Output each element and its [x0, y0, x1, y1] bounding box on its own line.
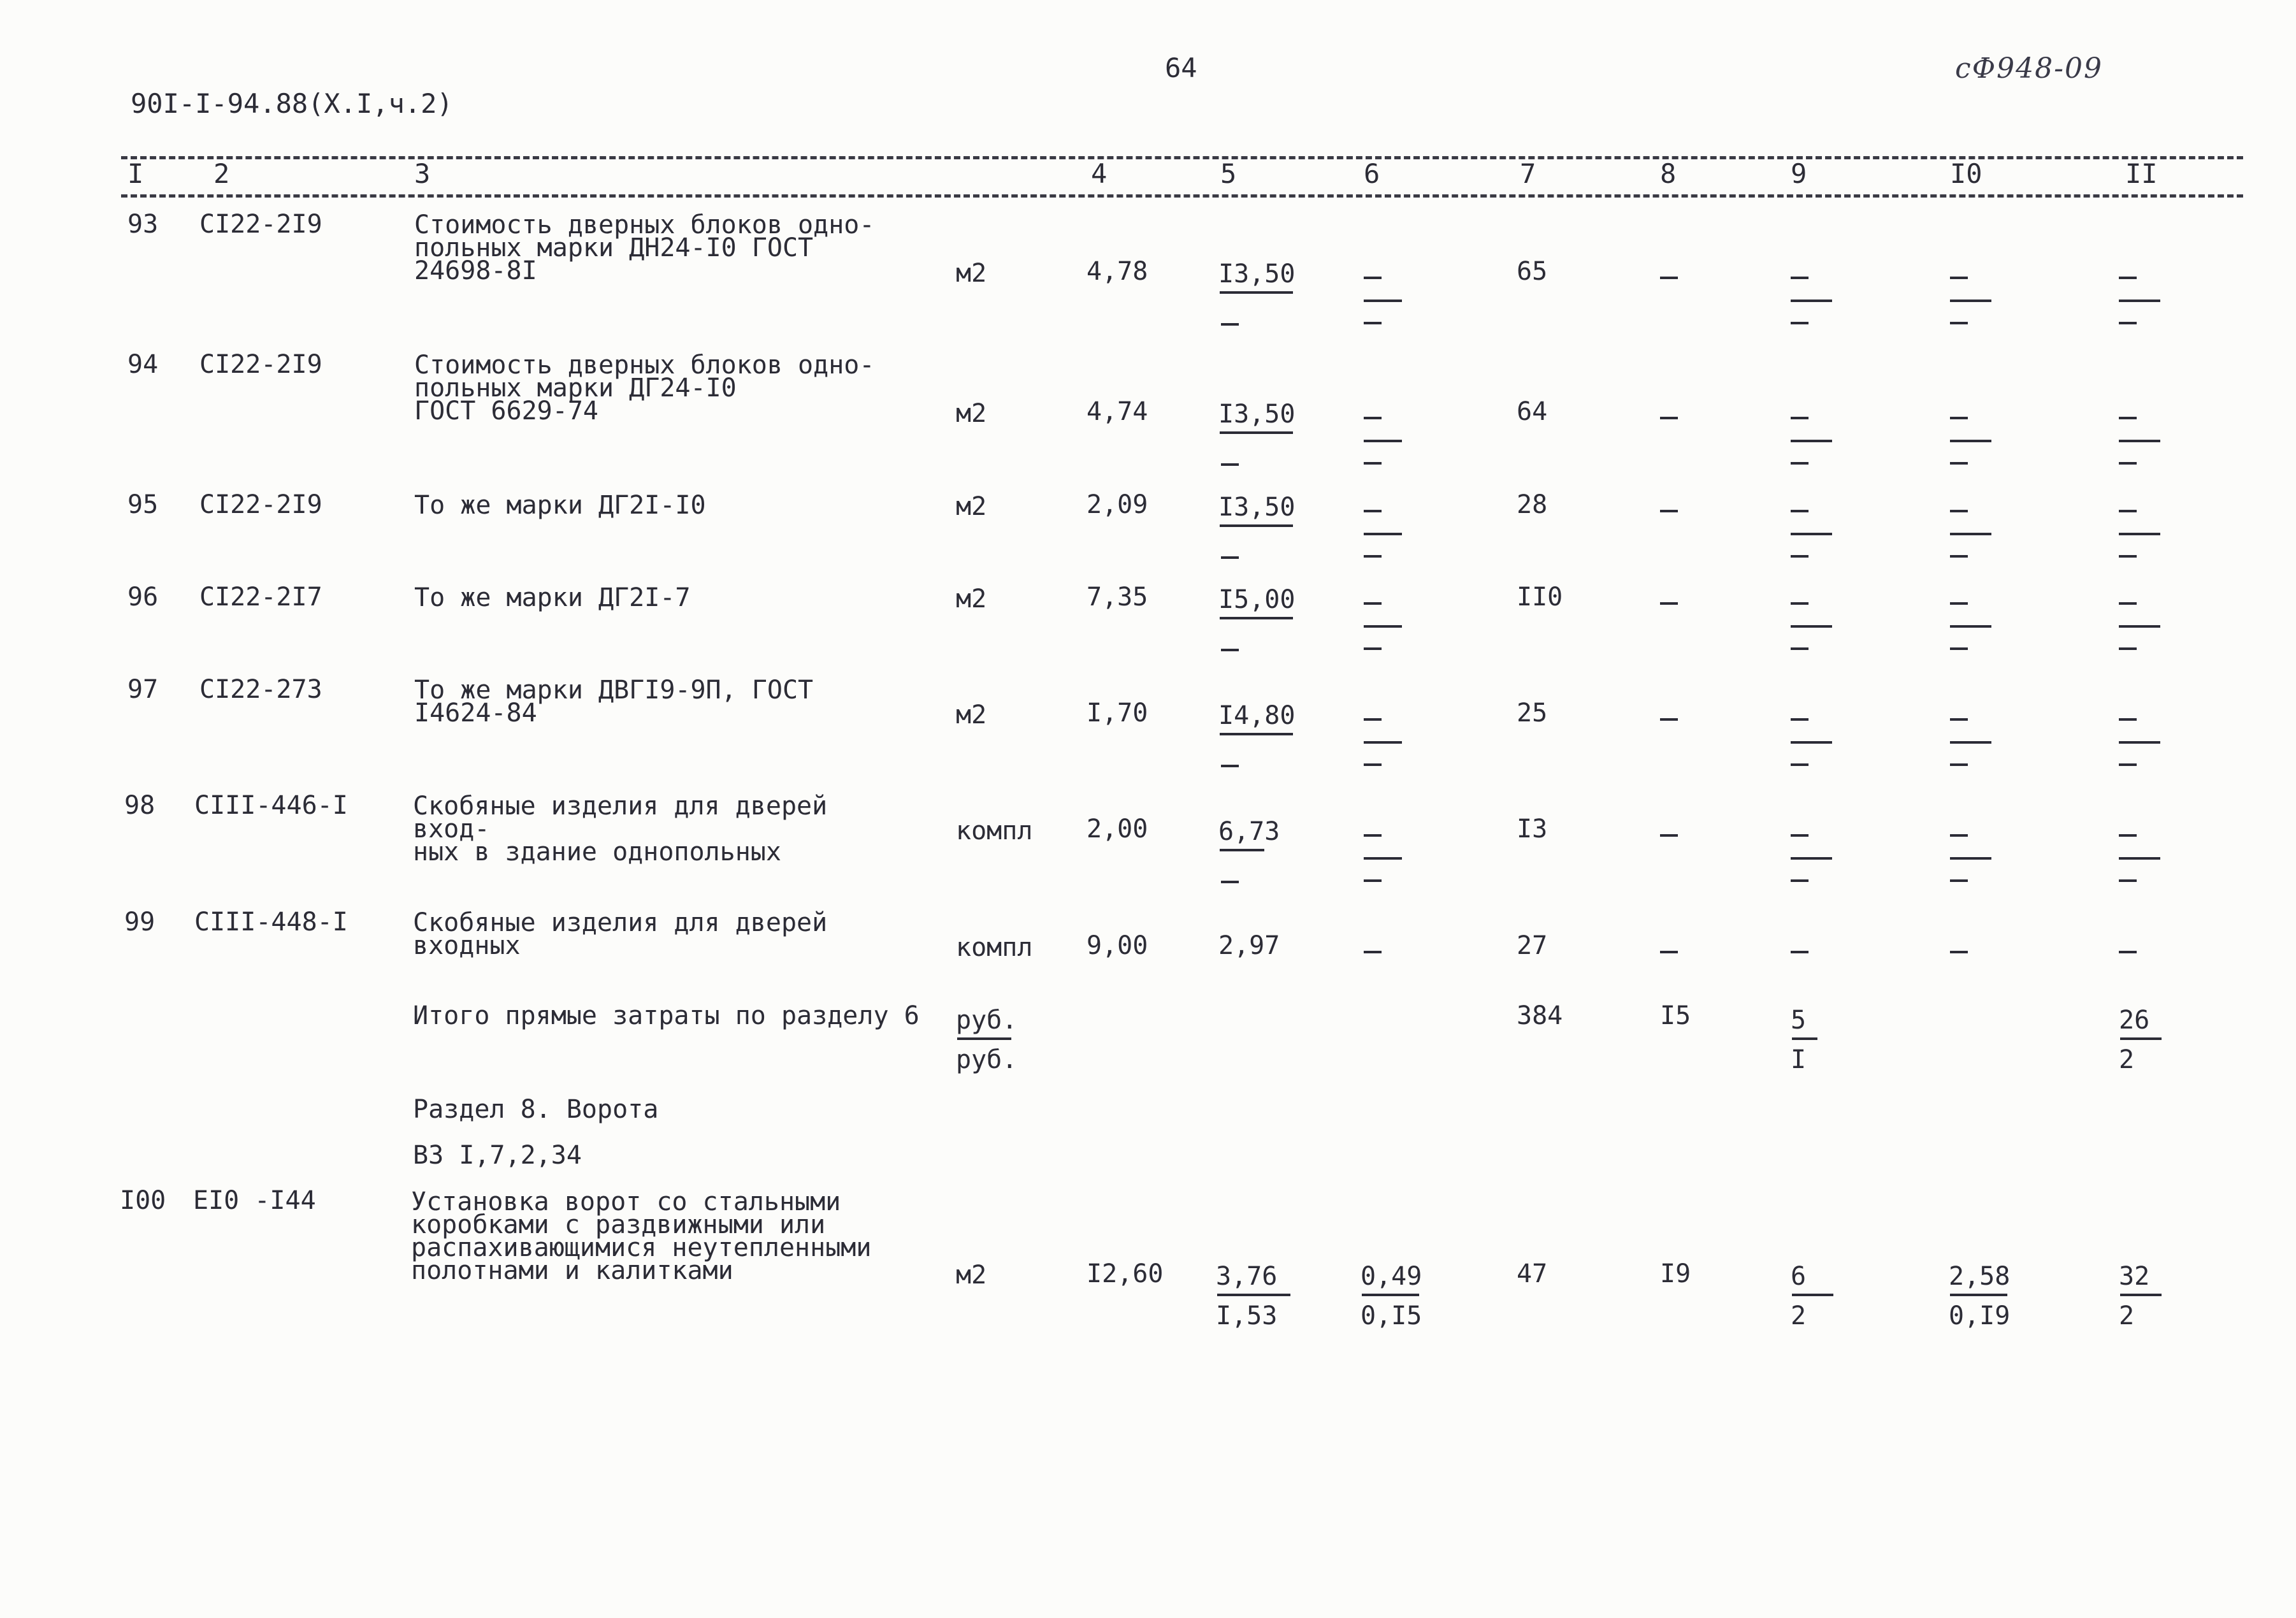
row-code: CIII-446-I — [194, 791, 348, 820]
row-quantity: 4,78 — [1087, 257, 1148, 286]
dash-mark — [1791, 718, 1809, 721]
dash-mark — [1364, 555, 1382, 558]
row-description: То же марки ДГ2I-7 — [414, 583, 691, 612]
fraction-bar — [1792, 1037, 1817, 1040]
section-reference: В3 I,7,2,34 — [413, 1141, 582, 1170]
dash-mark — [1364, 602, 1382, 605]
dash-mark — [1791, 277, 1809, 279]
dash-mark — [2119, 510, 2137, 512]
fraction-bar — [1362, 1294, 1419, 1296]
document-code: 90I-I-94.88(X.I,ч.2) — [131, 88, 453, 119]
subtotal-unit-bottom: руб. — [956, 1045, 1018, 1074]
dash-mark — [1660, 510, 1678, 512]
row-price-fraction — [1218, 585, 1301, 661]
dash-mark — [1791, 625, 1832, 628]
dash-mark — [1950, 718, 1968, 721]
dash-mark — [1660, 602, 1678, 605]
dash-mark — [1221, 556, 1239, 559]
fraction-bar — [1220, 524, 1293, 527]
section-title: Раздел 8. Ворота — [413, 1095, 659, 1124]
column-header-8: 8 — [1660, 158, 1677, 189]
dash-mark — [1791, 322, 1809, 324]
row100-col7: 47 — [1517, 1259, 1548, 1289]
row-number: 95 — [127, 490, 159, 519]
dash-mark — [1364, 647, 1382, 650]
dash-mark — [2119, 763, 2137, 766]
dash-mark — [1950, 555, 1968, 558]
row-description: То же марки ДГ2I-I0 — [414, 491, 706, 520]
header-dashed-line-bottom — [121, 194, 2243, 198]
fraction-bar — [957, 1037, 1011, 1040]
dash-mark — [2119, 300, 2160, 302]
row-description: Скобяные изделия для дверей входных — [413, 908, 828, 960]
row-total: II0 — [1517, 582, 1563, 612]
row-unit: м2 — [956, 492, 987, 521]
col10-top: 2,58 — [1949, 1262, 2011, 1291]
fraction-bar — [1792, 1294, 1833, 1296]
row-description: Стоимость дверных блоков одно- польных марки ДГ24-I0 ГОСТ 6629-74 — [414, 350, 875, 426]
column-header-7: 7 — [1520, 158, 1536, 189]
dash-mark — [1364, 533, 1402, 535]
dash-mark — [1364, 718, 1382, 721]
dash-mark — [1364, 741, 1402, 744]
dash-mark — [1950, 300, 1991, 302]
price-value: 6,73 — [1218, 817, 1280, 846]
row-number: 97 — [127, 675, 159, 704]
dash-mark — [1221, 649, 1239, 651]
row-quantity: 4,74 — [1087, 397, 1148, 426]
row-price-fraction — [1218, 701, 1301, 777]
dash-mark — [1791, 879, 1809, 882]
dash-mark — [1660, 718, 1678, 721]
row-code: CI22-2I9 — [199, 210, 322, 239]
dash-mark — [1950, 741, 1991, 744]
dash-mark — [1950, 322, 1968, 324]
row100-col8: I9 — [1660, 1259, 1691, 1289]
row-code: CI22-2I7 — [199, 582, 322, 612]
dash-mark — [2119, 879, 2137, 882]
dash-mark — [1660, 277, 1678, 279]
header-dashed-line-top — [121, 156, 2243, 159]
dash-mark — [2119, 533, 2160, 535]
col6-top: 0,49 — [1361, 1262, 1422, 1291]
row-description: То же марки ДВГI9-9П, ГОСТ I4624-84 — [414, 675, 814, 728]
subtotal-col9-top: 5 — [1791, 1006, 1807, 1035]
dash-mark — [1950, 647, 1968, 650]
row-total: 65 — [1517, 257, 1548, 286]
dash-mark — [1791, 857, 1832, 860]
dash-mark — [1791, 741, 1832, 744]
subtotal-col9-bottom: I — [1791, 1045, 1807, 1074]
dash-mark — [1950, 763, 1968, 766]
row-quantity: I2,60 — [1087, 1259, 1164, 1289]
dash-mark — [1364, 300, 1402, 302]
column-header-4: 4 — [1091, 158, 1108, 189]
row-code: CI22-2I9 — [199, 350, 322, 379]
column-header-1: I — [127, 158, 144, 189]
column-header-5: 5 — [1220, 158, 1237, 189]
row100-col10-fraction — [1949, 1262, 2032, 1338]
dash-mark — [1364, 834, 1382, 837]
row-number: 96 — [127, 582, 159, 612]
dash-mark — [1221, 765, 1239, 767]
row-unit: м2 — [956, 259, 987, 288]
dash-mark — [1660, 834, 1678, 837]
dash-mark — [1950, 879, 1968, 882]
dash-mark — [1950, 951, 1968, 953]
dash-mark — [1791, 462, 1809, 465]
row-number: 99 — [124, 907, 155, 937]
page-number: 64 — [1165, 52, 1197, 83]
dash-mark — [2119, 555, 2137, 558]
dash-mark — [1221, 323, 1239, 326]
row-number: 94 — [127, 350, 159, 379]
row-unit: м2 — [956, 399, 987, 428]
row-price-fraction — [1218, 259, 1301, 336]
fraction-bar — [1220, 849, 1264, 851]
row-quantity: 2,09 — [1087, 490, 1148, 519]
dash-mark — [1364, 462, 1382, 465]
row-quantity: 2,00 — [1087, 814, 1148, 844]
dash-mark — [1221, 881, 1239, 883]
fraction-bar — [1220, 291, 1293, 294]
dash-mark — [2119, 462, 2137, 465]
dash-mark — [1791, 300, 1832, 302]
dash-mark — [1950, 510, 1968, 512]
column-header-9: 9 — [1791, 158, 1807, 189]
dash-mark — [2119, 741, 2160, 744]
row-description: Стоимость дверных блоков одно- польных марки ДН24-I0 ГОСТ 24698-8I — [414, 210, 875, 285]
row-total: 25 — [1517, 698, 1548, 728]
dash-mark — [1364, 440, 1402, 442]
subtotal-unit-fraction — [956, 1006, 1039, 1082]
row-unit: компл — [956, 816, 1033, 846]
dash-mark — [1791, 834, 1809, 837]
row-price-fraction — [1218, 400, 1301, 476]
row-code: CIII-448-I — [194, 907, 348, 937]
dash-mark — [1950, 834, 1968, 837]
price-value: I3,50 — [1218, 493, 1296, 522]
column-header-10: I0 — [1950, 158, 1982, 189]
dash-mark — [2119, 440, 2160, 442]
dash-mark — [1791, 510, 1809, 512]
dash-mark — [2119, 834, 2137, 837]
dash-mark — [1364, 879, 1382, 882]
column-header-3: 3 — [414, 158, 431, 189]
row-total: 27 — [1517, 931, 1548, 960]
price-value: I4,80 — [1218, 701, 1296, 730]
row-quantity: I,70 — [1087, 698, 1148, 728]
row-description: Установка ворот со стальными коробками с раздвижными или распахивающимися неутепленными полотнами и калитками — [411, 1187, 872, 1285]
column-header-6: 6 — [1364, 158, 1380, 189]
dash-mark — [1791, 647, 1809, 650]
col10-bottom: 0,I9 — [1949, 1301, 2011, 1331]
dash-mark — [1364, 625, 1402, 628]
row-unit: м2 — [956, 700, 987, 730]
row-total: I3 — [1517, 814, 1548, 844]
dash-mark — [2119, 647, 2137, 650]
row-price-fraction — [1218, 817, 1301, 893]
row-price: 2,97 — [1218, 931, 1280, 960]
dash-mark — [1660, 951, 1678, 953]
col11-top: 32 — [2119, 1262, 2150, 1291]
row-code: EI0 -I44 — [193, 1186, 316, 1215]
subtotal-col11-fraction — [2119, 1006, 2202, 1082]
subtotal-col7: 384 — [1517, 1001, 1563, 1030]
subtotal-col9-fraction — [1791, 1006, 1874, 1082]
dash-mark — [1791, 417, 1809, 419]
dash-mark — [1950, 625, 1991, 628]
dash-mark — [2119, 277, 2137, 279]
dash-mark — [1950, 440, 1991, 442]
row-code: CI22-2I9 — [199, 490, 322, 519]
dash-mark — [1364, 510, 1382, 512]
dash-mark — [1791, 763, 1809, 766]
row-price-fraction — [1218, 493, 1301, 569]
row-description: Скобяные изделия для дверей вход- ных в здание однопольных — [413, 791, 828, 867]
dash-mark — [2119, 951, 2137, 953]
row100-col9-fraction — [1791, 1262, 1874, 1338]
row-unit: м2 — [956, 1260, 987, 1290]
row100-col6-fraction — [1361, 1262, 1443, 1338]
dash-mark — [2119, 718, 2137, 721]
dash-mark — [1660, 417, 1678, 419]
fraction-bar — [1950, 1294, 2007, 1296]
handwritten-mark: сФ948-09 — [1955, 52, 2104, 85]
dash-mark — [1364, 277, 1382, 279]
fraction-bar — [1217, 1294, 1290, 1296]
dash-mark — [1791, 555, 1809, 558]
row-number: I00 — [120, 1186, 166, 1215]
dash-mark — [1950, 857, 1991, 860]
dash-mark — [1950, 602, 1968, 605]
row-code: CI22-273 — [199, 675, 322, 704]
subtotal-col8: I5 — [1660, 1001, 1691, 1030]
row-total: 28 — [1517, 490, 1548, 519]
subtotal-label: Итого прямые затраты по разделу 6 — [413, 1001, 920, 1030]
row-quantity: 9,00 — [1087, 931, 1148, 960]
fraction-bar — [2120, 1294, 2162, 1296]
dash-mark — [1364, 857, 1402, 860]
dash-mark — [2119, 602, 2137, 605]
dash-mark — [1364, 763, 1382, 766]
dash-mark — [1950, 462, 1968, 465]
column-header-11: II — [2125, 158, 2158, 189]
col9-top: 6 — [1791, 1262, 1807, 1291]
price-value: I5,00 — [1218, 585, 1296, 614]
fraction-bar — [1220, 733, 1293, 735]
dash-mark — [1364, 417, 1382, 419]
dash-mark — [1364, 322, 1382, 324]
row100-col5-fraction — [1216, 1262, 1299, 1338]
dash-mark — [1791, 440, 1832, 442]
subtotal-col11-top: 26 — [2119, 1006, 2150, 1035]
dash-mark — [1950, 533, 1991, 535]
dash-mark — [1791, 602, 1809, 605]
subtotal-unit-top: руб. — [956, 1006, 1018, 1035]
row-quantity: 7,35 — [1087, 582, 1148, 612]
dash-mark — [1364, 951, 1382, 953]
col5-bottom: I,53 — [1216, 1301, 1278, 1331]
col11-bottom: 2 — [2119, 1301, 2135, 1331]
dash-mark — [1791, 533, 1832, 535]
price-value: I3,50 — [1218, 259, 1296, 289]
row-total: 64 — [1517, 397, 1548, 426]
col6-bottom: 0,I5 — [1361, 1301, 1422, 1331]
price-value: I3,50 — [1218, 400, 1296, 429]
fraction-bar — [1220, 617, 1293, 619]
col5-top: 3,76 — [1216, 1262, 1278, 1291]
row-number: 98 — [124, 791, 155, 820]
dash-mark — [1791, 951, 1809, 953]
dash-mark — [1221, 463, 1239, 466]
dash-mark — [2119, 322, 2137, 324]
subtotal-col11-bottom: 2 — [2119, 1045, 2135, 1074]
col9-bottom: 2 — [1791, 1301, 1807, 1331]
dash-mark — [2119, 857, 2160, 860]
row100-col11-fraction — [2119, 1262, 2202, 1338]
dash-mark — [2119, 625, 2160, 628]
row-number: 93 — [127, 210, 159, 239]
fraction-bar — [1220, 431, 1293, 434]
fraction-bar — [2120, 1037, 2162, 1040]
dash-mark — [2119, 417, 2137, 419]
row-unit: компл — [956, 933, 1033, 962]
dash-mark — [1950, 277, 1968, 279]
column-header-2: 2 — [213, 158, 230, 189]
dash-mark — [1950, 417, 1968, 419]
row-unit: м2 — [956, 584, 987, 614]
